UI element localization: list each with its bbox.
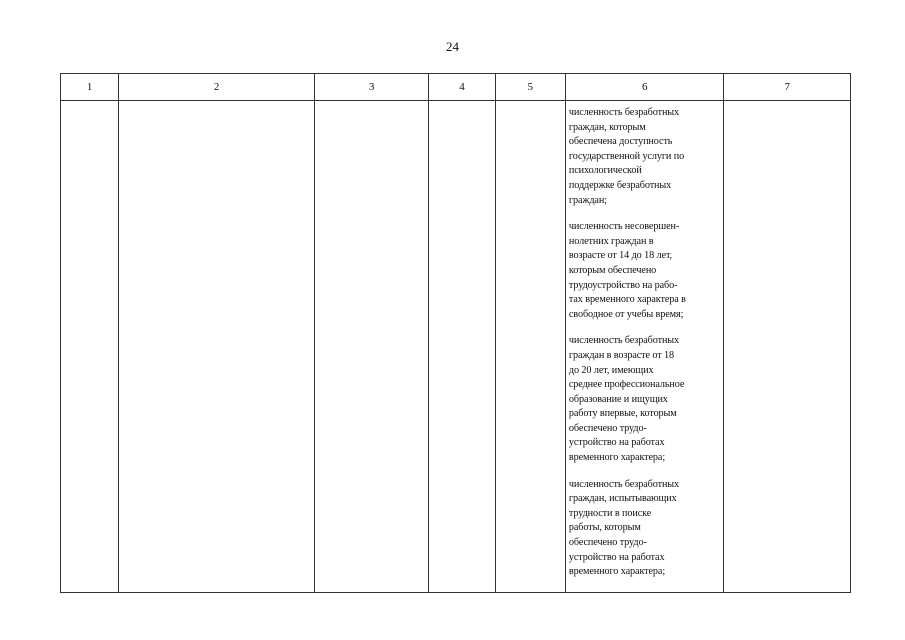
cell-col-5 bbox=[495, 101, 565, 593]
column-header-5: 5 bbox=[495, 74, 565, 101]
column-header-2: 2 bbox=[119, 74, 315, 101]
cell-col-1 bbox=[61, 101, 119, 593]
program-table bbox=[60, 73, 851, 593]
table-header-row bbox=[61, 74, 851, 101]
cell-col-4 bbox=[429, 101, 495, 593]
indicator-minors-employment: численность несовершен- нолетних граждан в возрасте от 14 до 18 лет, которым обеспечено трудоустройство на рабо- тах временного характера в свободное от учебы время; bbox=[568, 221, 686, 320]
indicator-hard-to-employ: численность безработных граждан, испытывающих трудности в поиске работы, которым обеспечено трудо- устройство на работах временного характера; bbox=[568, 478, 680, 578]
cell-col-6 bbox=[565, 101, 724, 593]
column-header-3: 3 bbox=[314, 74, 428, 101]
cell-col-3 bbox=[314, 101, 428, 593]
column-header-6: 6 bbox=[565, 74, 724, 101]
indicator-psychological-support: численность безработных граждан, которым обеспечена доступность государственной услуги по психологической поддержке безработных граждан; bbox=[568, 107, 685, 206]
column-header-4: 4 bbox=[429, 74, 495, 101]
column-header-1: 1 bbox=[61, 74, 119, 101]
page-number: 24 bbox=[446, 39, 459, 54]
column-header-7: 7 bbox=[724, 74, 851, 101]
indicator-list bbox=[566, 101, 724, 580]
table-row bbox=[61, 101, 851, 593]
indicator-graduates-employment: численность безработных граждан в возрасте от 18 до 20 лет, имеющих среднее профессиональное образование и ищущих работу впервые, которым обеспечено трудо- устройство на работах временного характера; bbox=[568, 335, 685, 464]
cell-col-2 bbox=[119, 101, 315, 593]
cell-col-7 bbox=[724, 101, 851, 593]
